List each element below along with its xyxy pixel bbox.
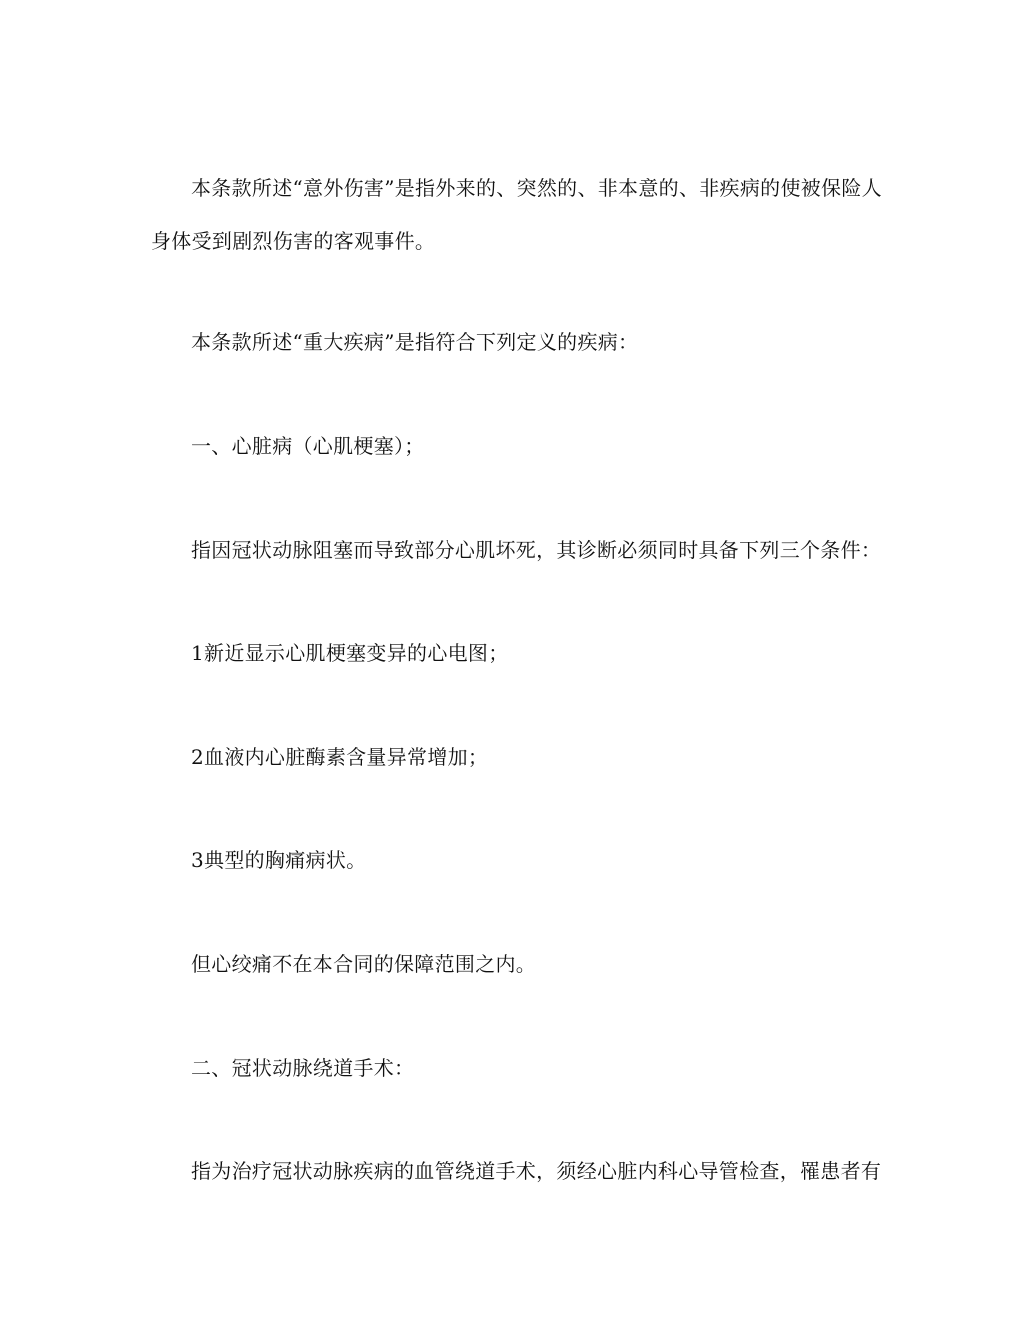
paragraph-accident-definition-line-2: 身体受到剧烈伤害的客观事件。 (151, 229, 436, 253)
condition-item-1: 1新近显示心肌梗塞变异的心电图； (191, 641, 509, 665)
paragraph-critical-illness-intro: 本条款所述“重大疾病”是指符合下列定义的疾病： (191, 330, 639, 354)
paragraph-heart-disease-definition: 指因冠状动脉阻塞而导致部分心肌坏死，其诊断必须同时具备下列三个条件： (191, 538, 882, 562)
section-heading-heart-disease: 一、心脏病（心肌梗塞）； (191, 434, 425, 458)
paragraph-angina-exclusion: 但心绞痛不在本合同的保障范围之内。 (191, 952, 537, 976)
paragraph-bypass-surgery-definition: 指为治疗冠状动脉疾病的血管绕道手术，须经心脏内科心导管检查，罹患者有 (191, 1159, 882, 1183)
condition-item-3: 3典型的胸痛病状。 (191, 848, 367, 872)
condition-item-2: 2血液内心脏酶素含量异常增加； (191, 745, 489, 769)
section-heading-bypass-surgery: 二、冠状动脉绕道手术： (191, 1056, 415, 1080)
paragraph-accident-definition-line-1: 本条款所述“意外伤害”是指外来的、突然的、非本意的、非疾病的使被保险人 (191, 176, 882, 200)
